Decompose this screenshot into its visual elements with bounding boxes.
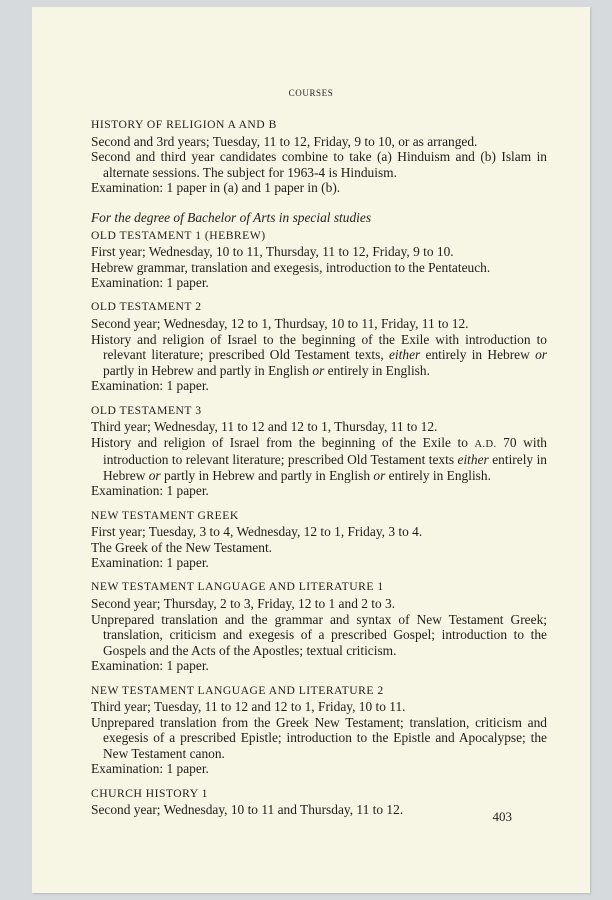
course-old-testament-1 [91,228,547,291]
course-examination: Examination: 1 paper in (a) and 1 paper in (b). [91,180,341,196]
course-examination: Examination: 1 paper. [91,658,209,674]
course-schedule: Second and 3rd years; Tuesday, 11 to 12, Friday, 9 to 10, or as arranged. [91,133,478,149]
course-schedule: Second year; Wednesday, 10 to 11 and Thursday, 11 to 12. [91,802,404,818]
course-examination: Examination: 1 paper. [91,555,209,571]
page-content [91,117,547,826]
document-page [32,7,590,893]
course-church-history-1 [91,786,547,818]
course-examination: Examination: 1 paper. [91,761,209,777]
course-nt-language-literature-1 [91,579,547,674]
course-schedule: First year; Tuesday, 3 to 4, Wednesday, 12 to 1, Friday, 3 to 4. [91,524,423,540]
course-old-testament-3 [91,403,547,500]
course-title: NEW TESTAMENT GREEK [91,508,239,522]
course-title: OLD TESTAMENT 1 (HEBREW) [91,228,266,242]
course-description: Unprepared translation from the Greek New Testament; translation, criticism and exegesis of a prescribed Epistle; introduction to the Epistle and Apocalypse; the New Testament canon. [91,714,547,761]
degree-intro: For the degree of Bachelor of Arts in special studies [91,209,372,225]
course-schedule: Second year; Thursday, 2 to 3, Friday, 12 to 1 and 2 to 3. [91,596,396,612]
course-description: History and religion of Israel from the beginning of the Exile to A.D. 70 with introduction to relevant literature; prescribed Old Testament texts either entirely in Hebrew or partly in Hebrew and partly in English or entirely in English. [91,434,547,483]
course-schedule: Second year; Wednesday, 12 to 1, Thurdsay, 10 to 11, Friday, 11 to 12. [91,316,469,332]
course-title: NEW TESTAMENT LANGUAGE AND LITERATURE 2 [91,683,384,697]
course-description: Second and third year candidates combine to take (a) Hinduism and (b) Islam in alternate sessions. The subject for 1963-4 is Hinduism. [91,149,547,180]
course-description: History and religion of Israel to the beginning of the Exile with introduction to relevant literature; prescribed Old Testament texts, either entirely in Hebrew or partly in Hebrew and partly in English or entirely in English. [91,331,547,378]
course-title: HISTORY OF RELIGION A AND B [91,118,277,131]
course-schedule: First year; Wednesday, 10 to 11, Thursday, 11 to 12, Friday, 9 to 10. [91,244,454,260]
course-title: OLD TESTAMENT 2 [91,300,202,314]
course-title: OLD TESTAMENT 3 [91,403,202,417]
course-schedule: Third year; Wednesday, 11 to 12 and 12 to 1, Thursday, 11 to 12. [91,419,438,435]
course-description: Hebrew grammar, translation and exegesis, introduction to the Pentateuch. [91,259,491,275]
page-number: 403 [492,809,512,824]
course-examination: Examination: 1 paper. [91,483,209,499]
course-examination: Examination: 1 paper. [91,275,209,291]
running-header: COURSES [288,88,334,98]
course-new-testament-greek [91,508,547,571]
course-schedule: Third year; Tuesday, 11 to 12 and 12 to 1, Friday, 10 to 11. [91,699,406,715]
course-description: The Greek of the New Testament. [91,539,273,555]
course-examination: Examination: 1 paper. [91,378,209,394]
course-description: Unprepared translation and the grammar and syntax of New Testament Greek; translation, criticism and exegesis of a prescribed Gospel; introduction to the Gospels and the Acts of the Apostles; textual criticism. [91,611,547,658]
course-old-testament-2 [91,299,547,394]
course-history-of-religion [91,117,547,196]
course-title: NEW TESTAMENT LANGUAGE AND LITERATURE 1 [91,580,384,594]
course-nt-language-literature-2 [91,683,547,778]
course-title: CHURCH HISTORY 1 [91,786,208,800]
